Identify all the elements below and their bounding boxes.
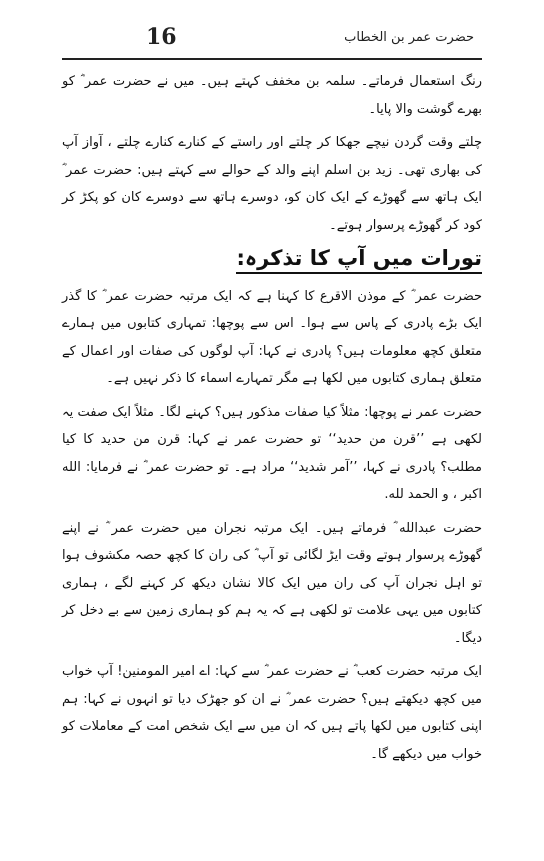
- paragraph-1: رنگ استعمال فرماتے۔ سلمہ بن مخفف کہتے ہیں۔ میں نے حضرت عمر ؓ کو بھرے گوشت والا پایا۔: [62, 74, 482, 117]
- paragraph-3: حضرت عمر ؓ کے موذن الاقرع کا کہنا ہے کہ ایک مرتبہ حضرت عمر ؓ کا گذر ایک بڑے پادری کے پاس سے ہوا۔ اس سے پوچھا: تمہاری کتابوں میں ہمارے متعلق کچھ معلومات ہیں؟ پادری نے کہا: آپ لوگوں کی صفات اور اعمال کے متعلق ہماری کتابوں میں لکھا ہے مگر تمہارے اسماء کا ذکر نہیں ہے۔: [62, 288, 482, 386]
- section-heading: [62, 245, 482, 273]
- paragraph-4: حضرت عمر نے پوچھا: مثلاً کیا صفات مذکور ہیں؟ کہنے لگا۔ مثلاً ایک صفت یہ لکھی ہے ’’قرن من حدید‘‘ تو حضرت عمر نے کہا: قرن من حدید کا کیا مطلب؟ پادری نے کہا، ’’آمر شدید‘‘ مراد ہے۔ تو حضرت عمر ؓ نے فرمایا: الله اکبر ، و الحمد لله.: [62, 404, 482, 502]
- page-body: [62, 68, 482, 768]
- section-heading-text: تورات میں آپ کا تذکرہ:: [236, 246, 482, 274]
- paragraph-2: چلتے وقت گردن نیچے جھکا کر چلتے اور راستے کے کنارے کنارے چلتے ، آواز آپ کی بھاری تھی۔ زید بن اسلم اپنے والد کے حوالے سے کہتے ہیں: حضرت عمر ؓ ایک ہاتھ سے گھوڑے کے ایک کان کو، دوسرے ہاتھ سے دوسرے کان کو پکڑ کر کود کر گھوڑے پرسوار ہوتے۔: [62, 135, 482, 233]
- running-title: حضرت عمر بن الخطاب: [344, 30, 474, 45]
- page-header: [62, 26, 482, 60]
- paragraph-5: حضرت عبدالله ؓ فرماتے ہیں۔ ایک مرتبہ نجران میں حضرت عمر ؓ نے اپنے گھوڑے پرسوار ہوتے وقت ایڑ لگائی تو آپ ؓ کی ران کا کچھ حصہ مکشوف ہوا تو اہل نجران آپ کی ران میں ایک کالا نشان دیکھ کر کہنے لگے ، ہماری کتابوں میں یہی علامت تو لکھی ہے کہ یہ ہم کو ہماری زمین سے بے دخل کر دیگا۔: [62, 520, 482, 646]
- page-number: 16: [146, 24, 177, 50]
- paragraph-6: ایک مرتبہ حضرت کعب ؓ نے حضرت عمر ؓ سے کہا: اے امیر المومنین! آپ خواب میں کچھ دیکھتے ہیں؟ حضرت عمر ؓ نے ان کو جھڑک دیا تو انہوں نے کہا: ہم اپنی کتابوں میں لکھا پاتے ہیں کہ ان میں سے ایک شخص امت کے معاملات کو خواب میں دیکھے گا۔: [62, 664, 482, 762]
- header-rule: [62, 58, 482, 60]
